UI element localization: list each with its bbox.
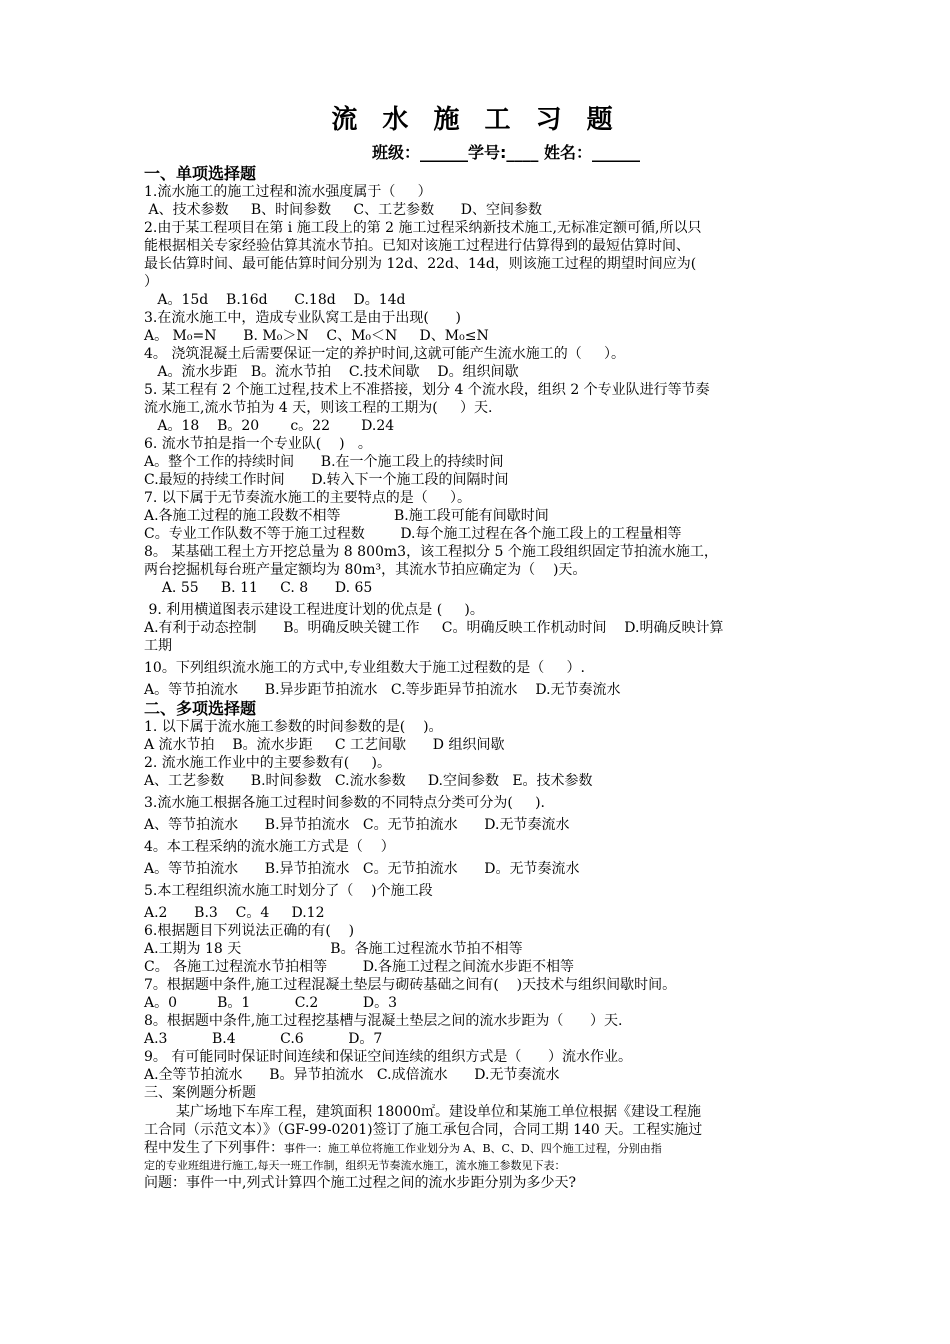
question-6: 6. 流水节拍是指一个专业队( ) 。 [144, 436, 372, 452]
multi-question-6: 6.根据题目下列说法正确的有( ) [144, 923, 355, 939]
case-text-line-1: 某广场地下车库工程，建筑面积 18000㎡。建设单位和某施工单位根据《建设工程施 [176, 1104, 701, 1120]
question-9-options-2: 工期 [144, 638, 172, 654]
multi-question-5-options: A.2 B.3 C。4 D.12 [144, 905, 325, 921]
question-7-options-2: C。专业工作队数不等于施工过程数 D.每个施工过程在各个施工段上的工程量相等 [144, 526, 682, 542]
exercise-page [144, 100, 808, 1192]
multi-question-8-options: A.3 B.4 C.6 D。7 [144, 1031, 383, 1047]
question-6-options-2: C.最短的持续工作时间 D.转入下一个施工段的间隔时间 [144, 472, 509, 488]
multi-question-1: 1. 以下属于流水施工参数的时间参数的是( )。 [144, 719, 443, 735]
question-3-options: A。 M₀=N B. M₀＞N C、M₀＜N D、M₀≤N [144, 328, 489, 344]
question-5-line-2: 流水施工,流水节拍为 4 天，则该工程的工期为( ）天. [144, 400, 493, 416]
multi-question-3: 3.流水施工根据各施工过程时间参数的不同特点分类可分为( ). [144, 795, 545, 811]
case-event-one-text: 事件一：施工单位将施工作业划分为 A、B、C、D、四个施工过程，分别由指 [284, 1142, 662, 1155]
case-text-line-3 [144, 1139, 808, 1157]
question-2-options: A。15d B.16d C.18d D。14d [144, 292, 406, 308]
question-10-options: A。等节拍流水 B.异步距节拍流水 C.等步距异节拍流水 D.无节奏流水 [144, 682, 621, 698]
question-2-line-1: 2.由于某工程项目在第 i 施工段上的第 2 施工过程采纳新技术施工,无标准定额可循,所以只 [144, 220, 702, 236]
question-1: 1.流水施工的施工过程和流水强度属于（ ） [144, 184, 432, 200]
multi-question-6-options-1: A.工期为 18 天 B。各施工过程流水节拍不相等 [144, 941, 523, 957]
section-multiple-choice: 二、多项选择题 [144, 699, 257, 718]
question-9-options-1: A.有利于动态控制 B。明确反映关键工作 C。明确反映工作机动时间 D.明确反映计算 [144, 620, 724, 636]
multi-question-8: 8。根据题中条件,施工过程挖基槽与混凝土垫层之间的流水步距为（ ）天. [144, 1013, 623, 1029]
multi-question-4: 4。本工程采纳的流水施工方式是（ ） [144, 839, 395, 855]
multi-question-9: 9。 有可能同时保证时间连续和保证空间连续的组织方式是（ ）流水作业。 [144, 1049, 633, 1065]
case-text-line-2: 工合同（示范文本）》（GF-99-0201)签订了施工承包合同，合同工期 140 天。工程实施过 [144, 1122, 703, 1138]
question-8-options: A. 55 B. 11 C. 8 D. 65 [144, 580, 373, 596]
question-4: 4。 浇筑混凝土后需要保证一定的养护时间,这就可能产生流水施工的（ ）。 [144, 346, 626, 362]
page-title: 流 水 施 工 习 题 [331, 105, 621, 135]
case-event-one-text-2: 定的专业班组进行施工,每天一班工作制，组织无节奏流水施工，流水施工参数见下表： [144, 1159, 566, 1172]
section-case-analysis: 三、案例题分析题 [144, 1085, 256, 1101]
section-single-choice: 一、单项选择题 [144, 164, 257, 183]
question-8-line-1: 8。 某基础工程土方开挖总量为 8 800m3，该工程拟分 5 个施工段组织固定节拍流水施工， [144, 544, 718, 560]
question-5-options: A。18 B。20 c。22 D.24 [144, 418, 395, 434]
student-info-line: 班级：______学号:____ 姓名：______ [372, 143, 640, 162]
question-8-line-2: 两台挖掘机每台班产量定额均为 80m³，其流水节拍应确定为（ )天。 [144, 562, 587, 578]
multi-question-7: 7。根据题中条件,施工过程混凝土垫层与砌砖基础之间有( )天技术与组织间歇时间。 [144, 977, 677, 993]
multi-question-2: 2. 流水施工作业中的主要参数有( )。 [144, 755, 391, 771]
multi-question-9-options: A.全等节拍流水 B。异节拍流水 C.成倍流水 D.无节奏流水 [144, 1067, 560, 1083]
question-5-line-1: 5. 某工程有 2 个施工过程,技术上不准搭接，划分 4 个流水段，组织 2 个专业队进行等节奏 [144, 382, 710, 398]
multi-question-4-options: A。等节拍流水 B.异节拍流水 C。无节拍流水 D。无节奏流水 [144, 861, 580, 877]
question-9: 9. 利用横道图表示建设工程进度计划的优点是 ( )。 [144, 602, 484, 618]
question-6-options-1: A。整个工作的持续时间 B.在一个施工段上的持续时间 [144, 454, 504, 470]
question-10: 10。下列组织流水施工的方式中,专业组数大于施工过程数的是（ ）. [144, 660, 585, 676]
question-2-line-3: 最长估算时间、最可能估算时间分别为 12d、22d、14d，则该施工过程的期望时间应为( [144, 256, 697, 272]
multi-question-1-options: A 流水节拍 B。流水步距 C 工艺间歇 D 组织间歇 [144, 737, 505, 753]
multi-question-7-options: A。0 B。1 C.2 D。3 [144, 995, 397, 1011]
question-7: 7. 以下属于无节奏流水施工的主要特点的是（ ）。 [144, 490, 472, 506]
question-2-line-4: ） [144, 274, 158, 290]
multi-question-2-options: A、工艺参数 B.时间参数 C.流水参数 D.空间参数 E。技术参数 [144, 773, 593, 789]
question-3: 3.在流水施工中，造成专业队窝工是由于出现( ) [144, 310, 461, 326]
case-text-line-3-main: 程中发生了下列事件： [144, 1140, 284, 1156]
multi-question-6-options-2: C。 各施工过程流水节拍相等 D.各施工过程之间流水步距不相等 [144, 959, 574, 975]
case-question: 问题：事件一中,列式计算四个施工过程之间的流水步距分别为多少天? [144, 1175, 576, 1191]
multi-question-5: 5.本工程组织流水施工时划分了（ )个施工段 [144, 883, 433, 899]
question-1-options: A、技术参数 B、时间参数 C、工艺参数 D、空间参数 [144, 202, 542, 218]
question-4-options: A。流水步距 B。流水节拍 C.技术间歇 D。组织间歇 [144, 364, 519, 380]
question-7-options-1: A.各施工过程的施工段数不相等 B.施工段可能有间歇时间 [144, 508, 549, 524]
question-2-line-2: 能根据相关专家经验估算其流水节拍。已知对该施工过程进行估算得到的最短估算时间、 [144, 238, 690, 254]
multi-question-3-options: A、等节拍流水 B.异节拍流水 C。无节拍流水 D.无节奏流水 [144, 817, 570, 833]
